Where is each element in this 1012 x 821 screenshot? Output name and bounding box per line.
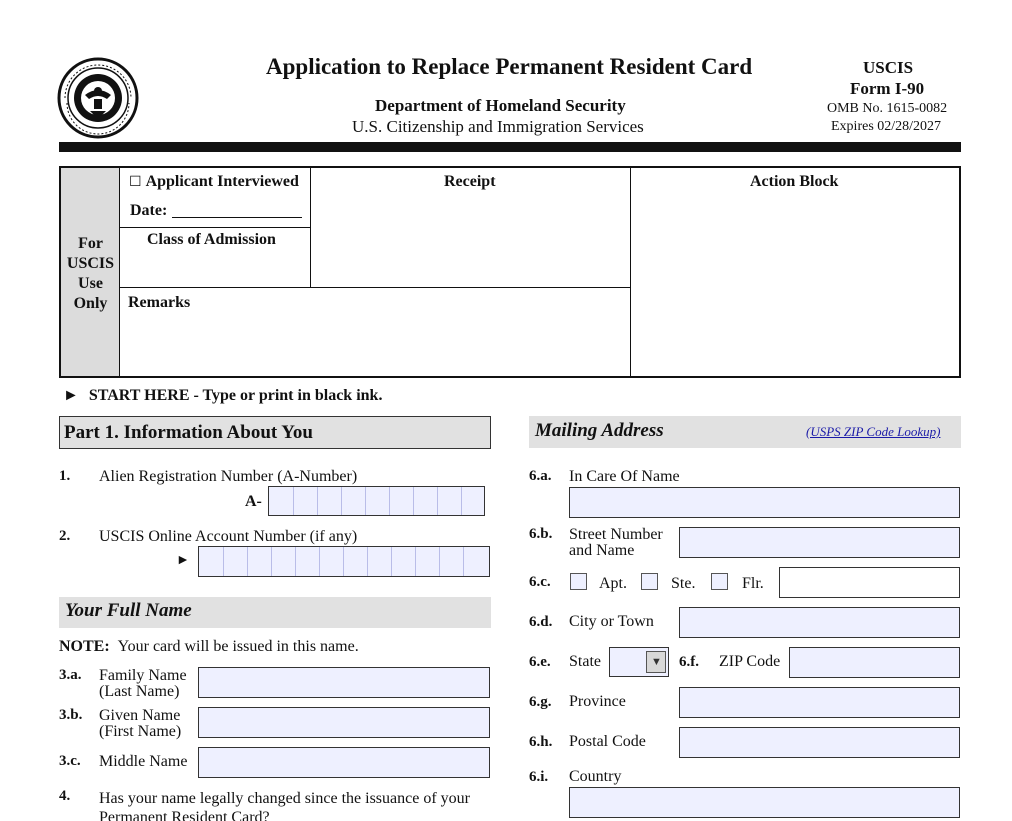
zip-code-lookup-link[interactable]: (USPS ZIP Code Lookup) <box>806 424 941 439</box>
dhs-seal-icon <box>57 57 139 139</box>
remarks-label: Remarks <box>128 294 191 311</box>
country-input[interactable] <box>569 787 960 818</box>
office-use-label: For USCIS Use Only <box>66 235 115 312</box>
start-here-instruction: ► START HERE - Type or print in black ink. <box>63 387 383 404</box>
online-account-arrow-icon: ► <box>176 553 190 568</box>
middle-name-input[interactable] <box>198 747 490 778</box>
unit-number-input[interactable] <box>779 567 960 598</box>
full-name-title: Your Full Name <box>65 600 192 621</box>
family-name-input[interactable] <box>198 667 490 698</box>
applicant-interviewed-row <box>129 173 299 191</box>
divider <box>120 227 311 228</box>
a-number-label: Alien Registration Number (A-Number) <box>99 468 358 485</box>
receipt-label: Receipt <box>444 173 496 190</box>
q6g-number: 6.g. <box>529 694 552 710</box>
a-number-prefix: A- <box>245 493 262 510</box>
street-label: Street Number and Name <box>569 526 663 559</box>
date-line <box>172 217 302 218</box>
q6f-number: 6.f. <box>679 654 699 670</box>
chevron-down-icon[interactable]: ▼ <box>646 651 666 673</box>
start-arrow-icon: ► <box>63 387 79 404</box>
divider <box>120 287 631 288</box>
form-number: Form I-90 <box>850 79 925 98</box>
date-label: Date: <box>130 202 168 219</box>
q6a-number: 6.a. <box>529 468 552 484</box>
online-account-label: USCIS Online Account Number (if any) <box>99 528 358 545</box>
online-account-input[interactable] <box>198 546 490 577</box>
in-care-of-input[interactable] <box>569 487 960 518</box>
street-input[interactable] <box>679 527 960 558</box>
interviewed-label: Applicant Interviewed <box>145 173 299 190</box>
a-number-input[interactable] <box>268 486 485 516</box>
name-changed-question: Has your name legally changed since the issuance of your Permanent Resident Card? <box>99 790 470 821</box>
expiration-date: Expires 02/28/2027 <box>831 119 942 134</box>
apt-label: Apt. <box>599 575 627 592</box>
part1-header <box>59 416 491 449</box>
header-rule <box>59 142 961 152</box>
city-label: City or Town <box>569 613 654 630</box>
province-label: Province <box>569 693 626 710</box>
mailing-address-title: Mailing Address <box>535 420 664 441</box>
zip-code-input[interactable] <box>789 647 960 678</box>
ste-label: Ste. <box>671 575 696 592</box>
country-label: Country <box>569 768 622 785</box>
q4-number: 4. <box>59 788 71 804</box>
q6e-number: 6.e. <box>529 654 551 670</box>
divider <box>630 168 631 376</box>
agency-abbreviation: USCIS <box>863 58 914 77</box>
province-input[interactable] <box>679 687 960 718</box>
q1-number: 1. <box>59 468 71 484</box>
agency-name: U.S. Citizenship and Immigration Services <box>352 117 644 136</box>
q3c-number: 3.c. <box>59 753 81 769</box>
form-title: Application to Replace Permanent Resident Card <box>266 54 753 79</box>
action-block-label: Action Block <box>750 173 839 190</box>
uscis-office-use-block <box>59 166 961 378</box>
office-use-sidebar <box>61 168 120 376</box>
full-name-header <box>59 597 491 628</box>
postal-code-label: Postal Code <box>569 733 646 750</box>
name-note: NOTE: Your card will be issued in this name. <box>59 638 359 655</box>
q6h-number: 6.h. <box>529 734 553 750</box>
interviewed-checkbox[interactable]: ☐ <box>129 175 142 190</box>
flr-checkbox[interactable] <box>711 573 728 590</box>
middle-name-label: Middle Name <box>99 753 188 770</box>
family-name-label: Family Name (Last Name) <box>99 667 187 700</box>
state-select[interactable] <box>609 647 669 677</box>
q3a-number: 3.a. <box>59 667 82 683</box>
state-label: State <box>569 653 601 670</box>
city-input[interactable] <box>679 607 960 638</box>
ste-checkbox[interactable] <box>641 573 658 590</box>
apt-checkbox[interactable] <box>570 573 587 590</box>
omb-number: OMB No. 1615-0082 <box>827 101 948 116</box>
class-of-admission-label: Class of Admission <box>147 231 276 248</box>
department-name: Department of Homeland Security <box>375 96 626 115</box>
given-name-label: Given Name (First Name) <box>99 707 182 740</box>
zip-code-label: ZIP Code <box>719 653 781 670</box>
q6i-number: 6.i. <box>529 769 549 785</box>
mailing-address-header <box>529 416 961 448</box>
postal-code-input[interactable] <box>679 727 960 758</box>
q6c-number: 6.c. <box>529 574 551 590</box>
in-care-of-label: In Care Of Name <box>569 468 680 485</box>
flr-label: Flr. <box>742 575 764 592</box>
q6b-number: 6.b. <box>529 526 553 542</box>
divider <box>310 168 311 288</box>
q3b-number: 3.b. <box>59 707 83 723</box>
part1-title: Part 1. Information About You <box>64 422 313 443</box>
given-name-input[interactable] <box>198 707 490 738</box>
q6d-number: 6.d. <box>529 614 553 630</box>
q2-number: 2. <box>59 528 71 544</box>
